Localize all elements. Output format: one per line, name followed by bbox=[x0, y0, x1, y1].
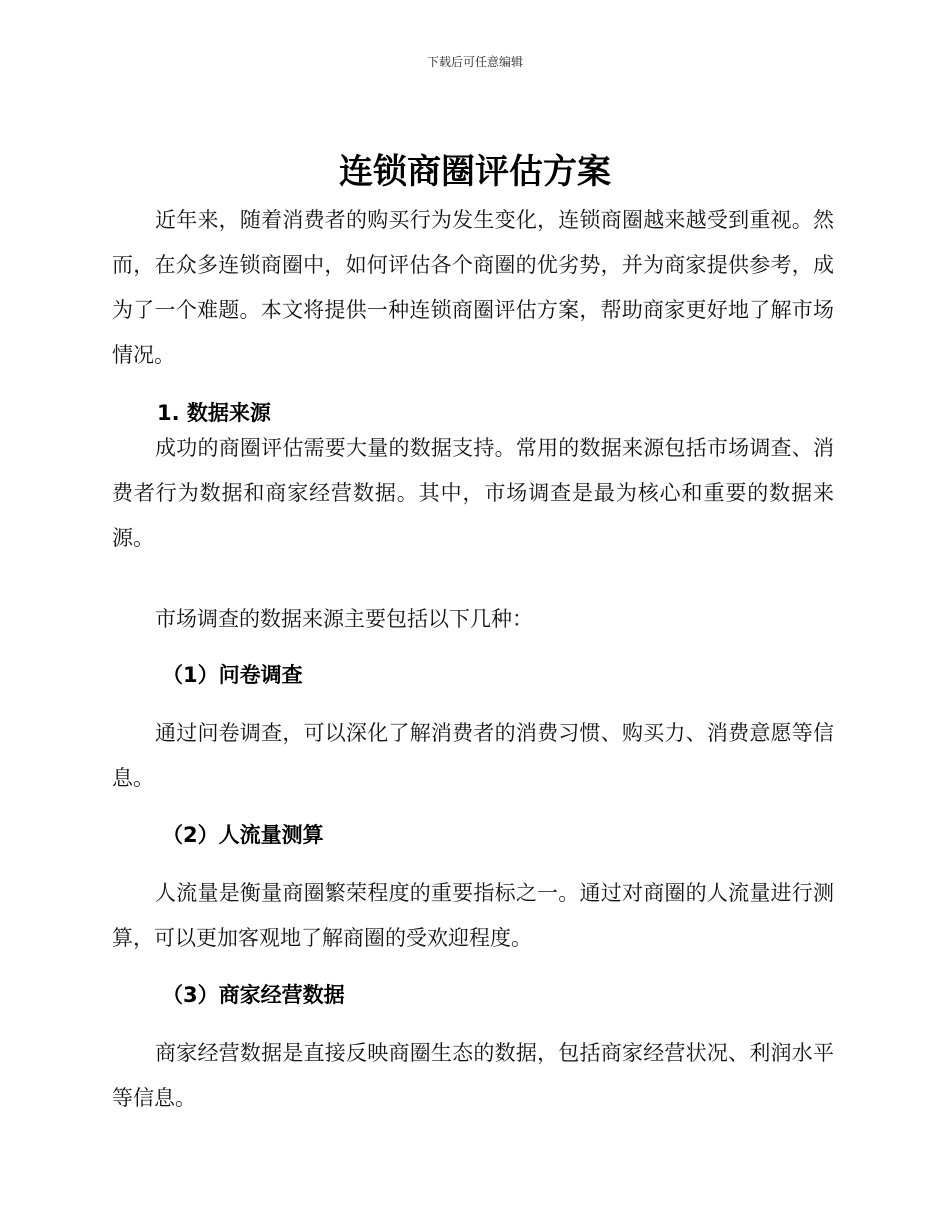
survey-sources-intro: 市场调查的数据来源主要包括以下几种： bbox=[155, 607, 533, 631]
subheading-questionnaire: （1）问卷调查 bbox=[162, 663, 303, 687]
questionnaire-paragraph: 通过问卷调查，可以深化了解消费者的消费习惯、购买力、消费意愿等信息。 bbox=[112, 721, 834, 790]
foot-traffic-paragraph: 人流量是衡量商圈繁荣程度的重要指标之一。通过对商圈的人流量进行测算，可以更加客观地了解商圈的受欢迎程度。 bbox=[112, 881, 834, 950]
subheading-merchant-data: （3）商家经营数据 bbox=[162, 983, 345, 1007]
page-header: 下载后可任意编辑 bbox=[426, 55, 523, 69]
intro-paragraph: 近年来，随着消费者的购买行为发生变化，连锁商圈越来越受到重视。然而，在众多连锁商圈中，如何评估各个商圈的优劣势，并为商家提供参考，成为了一个难题。本文将提供一种连锁商圈评估方案，帮助商家更好地了解市场情况。 bbox=[112, 208, 834, 367]
section-heading-data-source: 1. 数据来源 bbox=[157, 401, 271, 425]
data-source-paragraph: 成功的商圈评估需要大量的数据支持。常用的数据来源包括市场调查、消费者行为数据和商家经营数据。其中，市场调查是最为核心和重要的数据来源。 bbox=[112, 436, 834, 550]
document-title: 连锁商圈评估方案 bbox=[339, 152, 611, 192]
subheading-foot-traffic: （2）人流量测算 bbox=[162, 823, 324, 847]
merchant-data-paragraph: 商家经营数据是直接反映商圈生态的数据，包括商家经营状况、利润水平等信息。 bbox=[112, 1041, 834, 1110]
